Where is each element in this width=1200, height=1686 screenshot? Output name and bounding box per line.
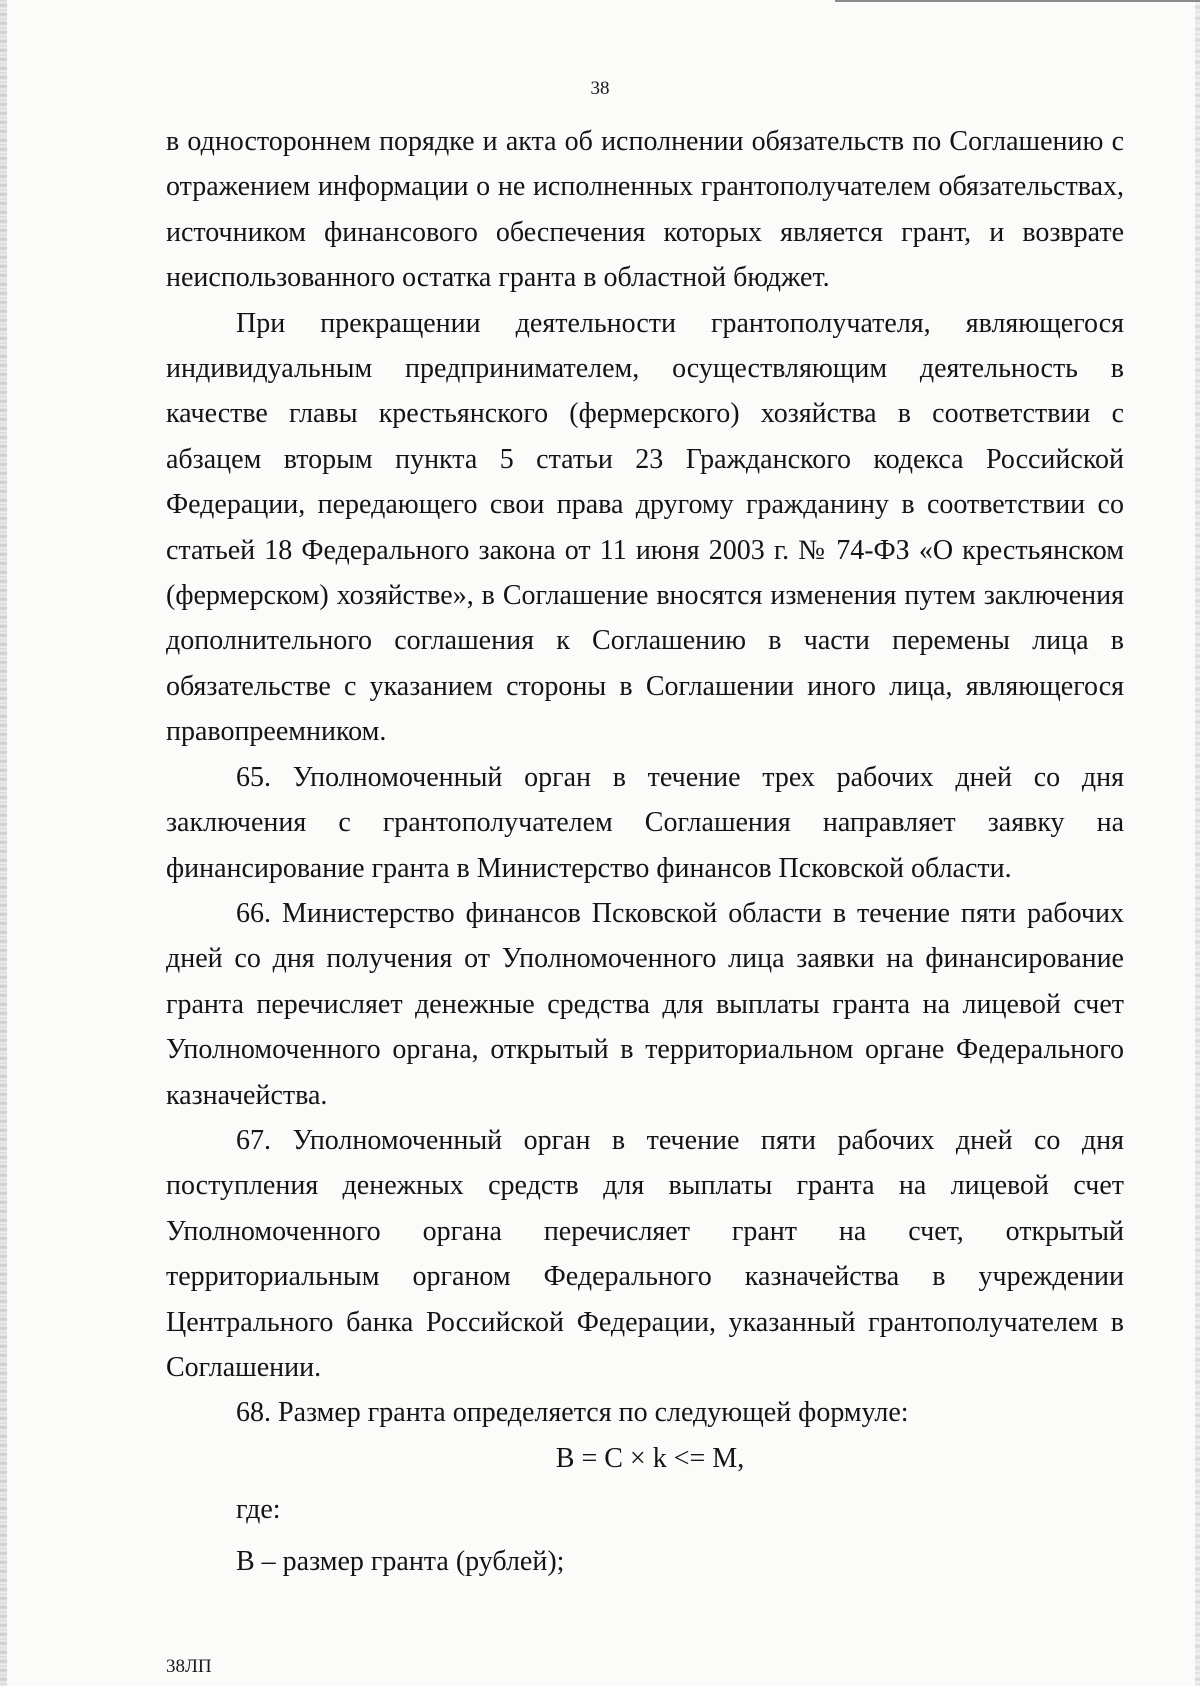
page-number: 38: [590, 78, 610, 99]
where-label: где:: [236, 1494, 281, 1526]
footer-document-code: 38ЛП: [166, 1656, 212, 1677]
definition-b: В – размер гранта (рублей);: [236, 1545, 565, 1577]
paragraph-66: 66. Министерство финансов Псковской области в течение пяти рабочих дней со дня получения от Уполномоченного лица заявки на финансирование гранта перечисляет денежные средства для выплаты гранта на лицевой счет Уполномоченного органа, открытый в территориальном органе Федерального казначейства.: [166, 897, 1124, 1111]
grant-formula: В = С × k <= М,: [555, 1442, 745, 1474]
paragraph-67: 67. Уполномоченный орган в течение пяти рабочих дней со дня поступления денежных средств для выплаты гранта на лицевой счет Уполномоченного органа перечисляет грант на счет, открытый территориальным органом Федерального казначейства в учреждении Центрального банка Российской Федерации, указанный грантополучателем в Соглашении.: [166, 1124, 1124, 1383]
document-body: [166, 119, 1124, 1584]
paragraph-65: 65. Уполномоченный орган в течение трех рабочих дней со дня заключения с грантополучателем Соглашения направляет заявку на финансирование гранта в Министерство финансов Псковской области.: [166, 761, 1124, 884]
scan-edge-top: [835, 0, 1200, 2]
paragraph-termination: При прекращении деятельности грантополучателя, являющегося индивидуальным предпринимателем, осуществляющим деятельность в качестве главы крестьянского (фермерского) хозяйства в соответствии с абзацем вторым пункта 5 статьи 23 Гражданского кодекса Российской Федерации, передающего свои права другому гражданину в соответствии со статьей 18 Федерального закона от 11 июня 2003 г. № 74-ФЗ «О крестьянском (фермерском) хозяйстве», в Соглашение вносятся изменения путем заключения дополнительного соглашения к Соглашению в части перемены лица в обязательстве с указанием стороны в Соглашении иного лица, являющегося правопреемником.: [166, 307, 1124, 748]
scan-edge-left: [0, 0, 7, 1686]
paragraph-continuation: в одностороннем порядке и акта об исполнении обязательств по Соглашению с отражением информации о не исполненных грантополучателем обязательствах, источником финансового обеспечения которых является грант, и возврате неиспользованного остатка гранта в областной бюджет.: [166, 126, 1124, 294]
scan-edge-right: [1195, 0, 1200, 1686]
paragraph-68: 68. Размер гранта определяется по следующей формуле:: [236, 1397, 909, 1429]
